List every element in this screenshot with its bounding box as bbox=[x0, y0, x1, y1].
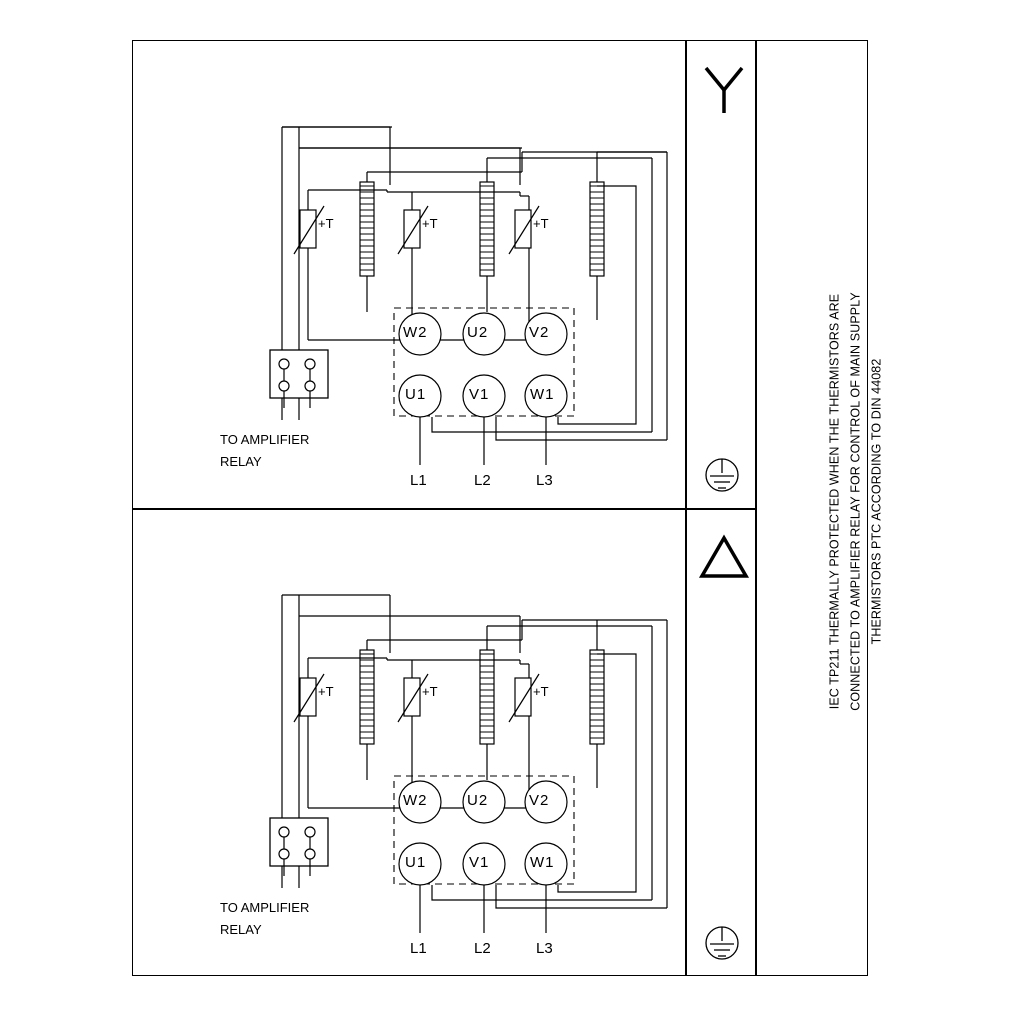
star-y-connection-symbol bbox=[694, 58, 754, 118]
terminal-v1: V1 bbox=[469, 854, 490, 871]
delta-connection-symbol bbox=[694, 528, 754, 584]
panel-star-schematic bbox=[132, 40, 686, 508]
protection-note-line-3: THERMISTORS PTC ACCORDING TO DIN 44082 bbox=[869, 358, 884, 645]
panel-star bbox=[132, 40, 686, 508]
terminal-u2: U2 bbox=[467, 324, 489, 341]
thermistor-label-1: +T bbox=[318, 216, 334, 231]
protection-note-line-2: CONNECTED TO AMPLIFIER RELAY FOR CONTROL OF MAIN SUPPLY bbox=[848, 292, 863, 711]
panel-delta-schematic bbox=[132, 508, 686, 976]
amplifier-note-line-2: RELAY bbox=[220, 922, 262, 937]
thermistor-label-3: +T bbox=[533, 684, 549, 699]
panel-delta bbox=[132, 508, 686, 976]
earth-ground-symbol-top bbox=[696, 452, 748, 498]
terminal-w2: W2 bbox=[403, 324, 428, 341]
supply-label-l1: L1 bbox=[410, 472, 427, 489]
supply-label-l2: L2 bbox=[474, 472, 491, 489]
amplifier-note-line-1: TO AMPLIFIER bbox=[220, 432, 310, 447]
thermistor-label-2: +T bbox=[422, 216, 438, 231]
supply-label-l1: L1 bbox=[410, 940, 427, 957]
note-column bbox=[756, 40, 884, 976]
supply-label-l3: L3 bbox=[536, 472, 553, 489]
amplifier-note-line-2: RELAY bbox=[220, 454, 262, 469]
terminal-u2: U2 bbox=[467, 792, 489, 809]
terminal-w1: W1 bbox=[530, 854, 555, 871]
terminal-w2: W2 bbox=[403, 792, 428, 809]
terminal-u1: U1 bbox=[405, 386, 427, 403]
thermistor-label-2: +T bbox=[422, 684, 438, 699]
terminal-v1: V1 bbox=[469, 386, 490, 403]
terminal-u1: U1 bbox=[405, 854, 427, 871]
thermistor-label-3: +T bbox=[533, 216, 549, 231]
protection-note bbox=[825, 102, 888, 902]
amplifier-note-line-1: TO AMPLIFIER bbox=[220, 900, 310, 915]
terminal-w1: W1 bbox=[530, 386, 555, 403]
supply-label-l3: L3 bbox=[536, 940, 553, 957]
terminal-v2: V2 bbox=[529, 324, 550, 341]
supply-label-l2: L2 bbox=[474, 940, 491, 957]
protection-note-line-1: IEC TP211 THERMALLY PROTECTED WHEN THE THERMISTORS ARE bbox=[827, 293, 842, 710]
earth-ground-symbol-bottom bbox=[696, 920, 748, 966]
terminal-v2: V2 bbox=[529, 792, 550, 809]
thermistor-label-1: +T bbox=[318, 684, 334, 699]
